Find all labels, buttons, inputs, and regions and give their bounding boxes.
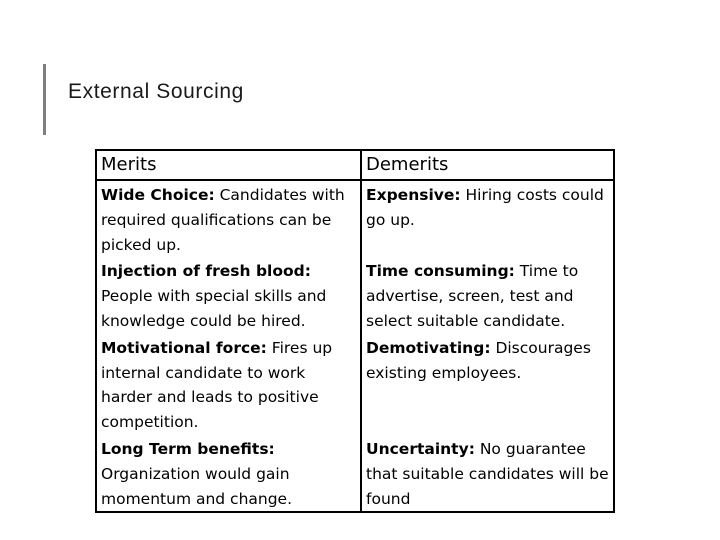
demerit-term: Time consuming: [366, 262, 515, 281]
merit-cell [96, 180, 361, 257]
title-accent-bar [43, 64, 46, 135]
merit-term: Wide Choice: [101, 186, 215, 204]
demerit-term: Expensive: [366, 186, 461, 204]
demerit-cell [361, 334, 614, 435]
demerit-cell [361, 180, 614, 257]
merit-term: Long Term benefits: [101, 439, 275, 458]
merit-cell [96, 435, 361, 512]
demerit-text: No guarantee that suitable candidates will be found [366, 439, 609, 508]
table-row [96, 435, 614, 512]
demerit-text: Discourages existing employees. [366, 338, 591, 382]
merit-text: Fires up internal candidate to work harder and leads to positive competition. [101, 338, 333, 432]
merit-text: Organization would gain momentum and change. [101, 464, 293, 508]
demerit-text: Hiring costs could go up. [366, 186, 604, 229]
table-row [96, 334, 614, 435]
merit-text: Candidates with required qualifications can be picked up. [101, 186, 345, 254]
demerit-term: Demotivating: [366, 338, 491, 357]
table-header-row [96, 150, 614, 180]
table-row [96, 257, 614, 333]
demerit-text: Time to advertise, screen, test and select suitable candidate. [366, 262, 579, 330]
demerits-header: Demerits [361, 150, 614, 180]
demerit-term: Uncertainty: [366, 439, 475, 458]
demerit-cell [361, 435, 614, 512]
merit-cell [96, 334, 361, 435]
merit-term: Motivational force: [101, 338, 267, 357]
merit-term: Injection of fresh blood: [101, 262, 311, 281]
slide-title: External Sourcing [68, 80, 244, 103]
merits-header: Merits [96, 150, 361, 180]
demerit-cell [361, 257, 614, 333]
merit-cell [96, 257, 361, 333]
table-row [96, 180, 614, 257]
merits-demerits-table [95, 149, 615, 513]
merit-text: People with special skills and knowledge could be hired. [101, 287, 327, 330]
